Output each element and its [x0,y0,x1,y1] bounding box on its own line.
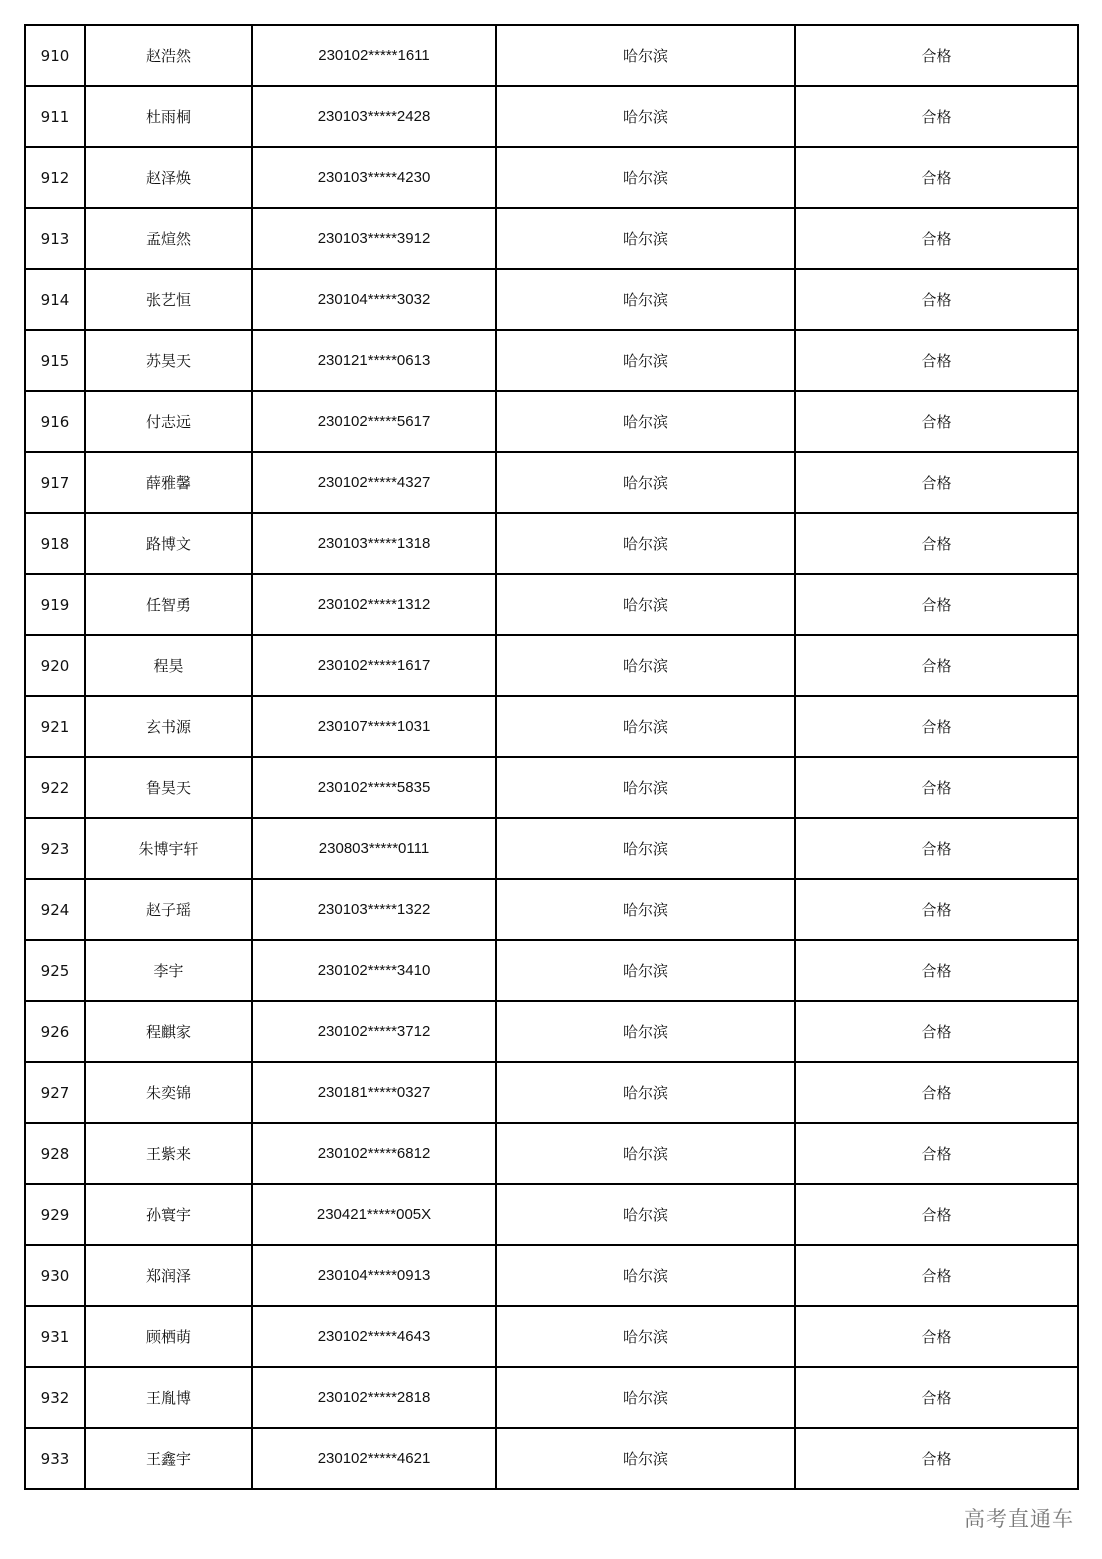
city-cell: 哈尔滨 [496,879,795,940]
candidate-name-cell: 王胤博 [85,1367,252,1428]
row-number-cell: 918 [25,513,85,574]
table-row [25,940,1078,1001]
row-number-cell: 917 [25,452,85,513]
candidate-name-cell: 薛雅馨 [85,452,252,513]
id-number-cell: 230121*****0613 [252,330,496,391]
result-cell: 合格 [795,391,1078,452]
candidate-name-cell: 朱博宇轩 [85,818,252,879]
result-cell: 合格 [795,208,1078,269]
city-cell: 哈尔滨 [496,1428,795,1489]
candidate-name-cell: 张艺恒 [85,269,252,330]
table-row [25,208,1078,269]
result-cell: 合格 [795,696,1078,757]
candidate-name-cell: 赵浩然 [85,25,252,86]
result-cell: 合格 [795,1367,1078,1428]
result-cell: 合格 [795,940,1078,1001]
table-row [25,1062,1078,1123]
result-cell: 合格 [795,1245,1078,1306]
roster-body [25,25,1078,1489]
table-row [25,1123,1078,1184]
row-number-cell: 932 [25,1367,85,1428]
city-cell: 哈尔滨 [496,1367,795,1428]
result-cell: 合格 [795,269,1078,330]
row-number-cell: 928 [25,1123,85,1184]
row-number-cell: 914 [25,269,85,330]
city-cell: 哈尔滨 [496,269,795,330]
roster-sheet [24,24,1077,1490]
watermark: 高考直通车 [964,1507,1074,1531]
id-number-cell: 230107*****1031 [252,696,496,757]
row-number-cell: 930 [25,1245,85,1306]
result-cell: 合格 [795,1062,1078,1123]
result-cell: 合格 [795,1184,1078,1245]
candidate-name-cell: 赵泽焕 [85,147,252,208]
result-cell: 合格 [795,25,1078,86]
candidate-name-cell: 付志远 [85,391,252,452]
city-cell: 哈尔滨 [496,513,795,574]
row-number-cell: 922 [25,757,85,818]
city-cell: 哈尔滨 [496,1245,795,1306]
result-cell: 合格 [795,1123,1078,1184]
row-number-cell: 927 [25,1062,85,1123]
city-cell: 哈尔滨 [496,86,795,147]
table-row [25,147,1078,208]
candidate-name-cell: 程麒家 [85,1001,252,1062]
city-cell: 哈尔滨 [496,574,795,635]
row-number-cell: 923 [25,818,85,879]
table-row [25,269,1078,330]
id-number-cell: 230103*****4230 [252,147,496,208]
table-row [25,696,1078,757]
id-number-cell: 230102*****3712 [252,1001,496,1062]
table-row [25,1245,1078,1306]
city-cell: 哈尔滨 [496,1001,795,1062]
row-number-cell: 921 [25,696,85,757]
candidate-name-cell: 王紫来 [85,1123,252,1184]
row-number-cell: 919 [25,574,85,635]
row-number-cell: 913 [25,208,85,269]
candidate-name-cell: 程昊 [85,635,252,696]
row-number-cell: 910 [25,25,85,86]
row-number-cell: 915 [25,330,85,391]
id-number-cell: 230104*****3032 [252,269,496,330]
candidate-name-cell: 鲁昊天 [85,757,252,818]
candidate-name-cell: 孙寰宇 [85,1184,252,1245]
result-cell: 合格 [795,1001,1078,1062]
id-number-cell: 230104*****0913 [252,1245,496,1306]
city-cell: 哈尔滨 [496,818,795,879]
table-row [25,1001,1078,1062]
city-cell: 哈尔滨 [496,635,795,696]
result-cell: 合格 [795,879,1078,940]
id-number-cell: 230103*****1318 [252,513,496,574]
id-number-cell: 230102*****1617 [252,635,496,696]
table-row [25,574,1078,635]
roster-table [24,24,1079,1490]
table-row [25,330,1078,391]
result-cell: 合格 [795,635,1078,696]
city-cell: 哈尔滨 [496,452,795,513]
city-cell: 哈尔滨 [496,208,795,269]
candidate-name-cell: 孟煊然 [85,208,252,269]
row-number-cell: 912 [25,147,85,208]
row-number-cell: 929 [25,1184,85,1245]
id-number-cell: 230102*****5617 [252,391,496,452]
table-row [25,513,1078,574]
table-row [25,879,1078,940]
city-cell: 哈尔滨 [496,940,795,1001]
row-number-cell: 924 [25,879,85,940]
row-number-cell: 925 [25,940,85,1001]
id-number-cell: 230181*****0327 [252,1062,496,1123]
candidate-name-cell: 杜雨桐 [85,86,252,147]
city-cell: 哈尔滨 [496,1306,795,1367]
result-cell: 合格 [795,1428,1078,1489]
city-cell: 哈尔滨 [496,1062,795,1123]
table-row [25,1306,1078,1367]
candidate-name-cell: 赵子瑶 [85,879,252,940]
result-cell: 合格 [795,513,1078,574]
id-number-cell: 230102*****6812 [252,1123,496,1184]
candidate-name-cell: 李宇 [85,940,252,1001]
id-number-cell: 230102*****1611 [252,25,496,86]
table-row [25,757,1078,818]
result-cell: 合格 [795,757,1078,818]
candidate-name-cell: 玄书源 [85,696,252,757]
candidate-name-cell: 王鑫宇 [85,1428,252,1489]
id-number-cell: 230102*****4643 [252,1306,496,1367]
result-cell: 合格 [795,1306,1078,1367]
id-number-cell: 230421*****005X [252,1184,496,1245]
city-cell: 哈尔滨 [496,147,795,208]
id-number-cell: 230102*****4621 [252,1428,496,1489]
table-row [25,1184,1078,1245]
city-cell: 哈尔滨 [496,25,795,86]
result-cell: 合格 [795,330,1078,391]
city-cell: 哈尔滨 [496,1184,795,1245]
table-row [25,452,1078,513]
row-number-cell: 933 [25,1428,85,1489]
city-cell: 哈尔滨 [496,696,795,757]
table-row [25,25,1078,86]
result-cell: 合格 [795,147,1078,208]
table-row [25,1428,1078,1489]
candidate-name-cell: 朱奕锦 [85,1062,252,1123]
id-number-cell: 230102*****2818 [252,1367,496,1428]
result-cell: 合格 [795,574,1078,635]
id-number-cell: 230803*****0111 [252,818,496,879]
city-cell: 哈尔滨 [496,757,795,818]
table-row [25,86,1078,147]
row-number-cell: 926 [25,1001,85,1062]
row-number-cell: 931 [25,1306,85,1367]
candidate-name-cell: 任智勇 [85,574,252,635]
table-row [25,818,1078,879]
id-number-cell: 230102*****1312 [252,574,496,635]
id-number-cell: 230102*****4327 [252,452,496,513]
city-cell: 哈尔滨 [496,391,795,452]
candidate-name-cell: 苏昊天 [85,330,252,391]
id-number-cell: 230103*****2428 [252,86,496,147]
city-cell: 哈尔滨 [496,330,795,391]
table-row [25,635,1078,696]
id-number-cell: 230103*****3912 [252,208,496,269]
result-cell: 合格 [795,86,1078,147]
table-row [25,1367,1078,1428]
table-row [25,391,1078,452]
row-number-cell: 911 [25,86,85,147]
row-number-cell: 916 [25,391,85,452]
id-number-cell: 230103*****1322 [252,879,496,940]
id-number-cell: 230102*****5835 [252,757,496,818]
candidate-name-cell: 顾栖萌 [85,1306,252,1367]
city-cell: 哈尔滨 [496,1123,795,1184]
result-cell: 合格 [795,818,1078,879]
id-number-cell: 230102*****3410 [252,940,496,1001]
candidate-name-cell: 郑润泽 [85,1245,252,1306]
row-number-cell: 920 [25,635,85,696]
candidate-name-cell: 路博文 [85,513,252,574]
result-cell: 合格 [795,452,1078,513]
